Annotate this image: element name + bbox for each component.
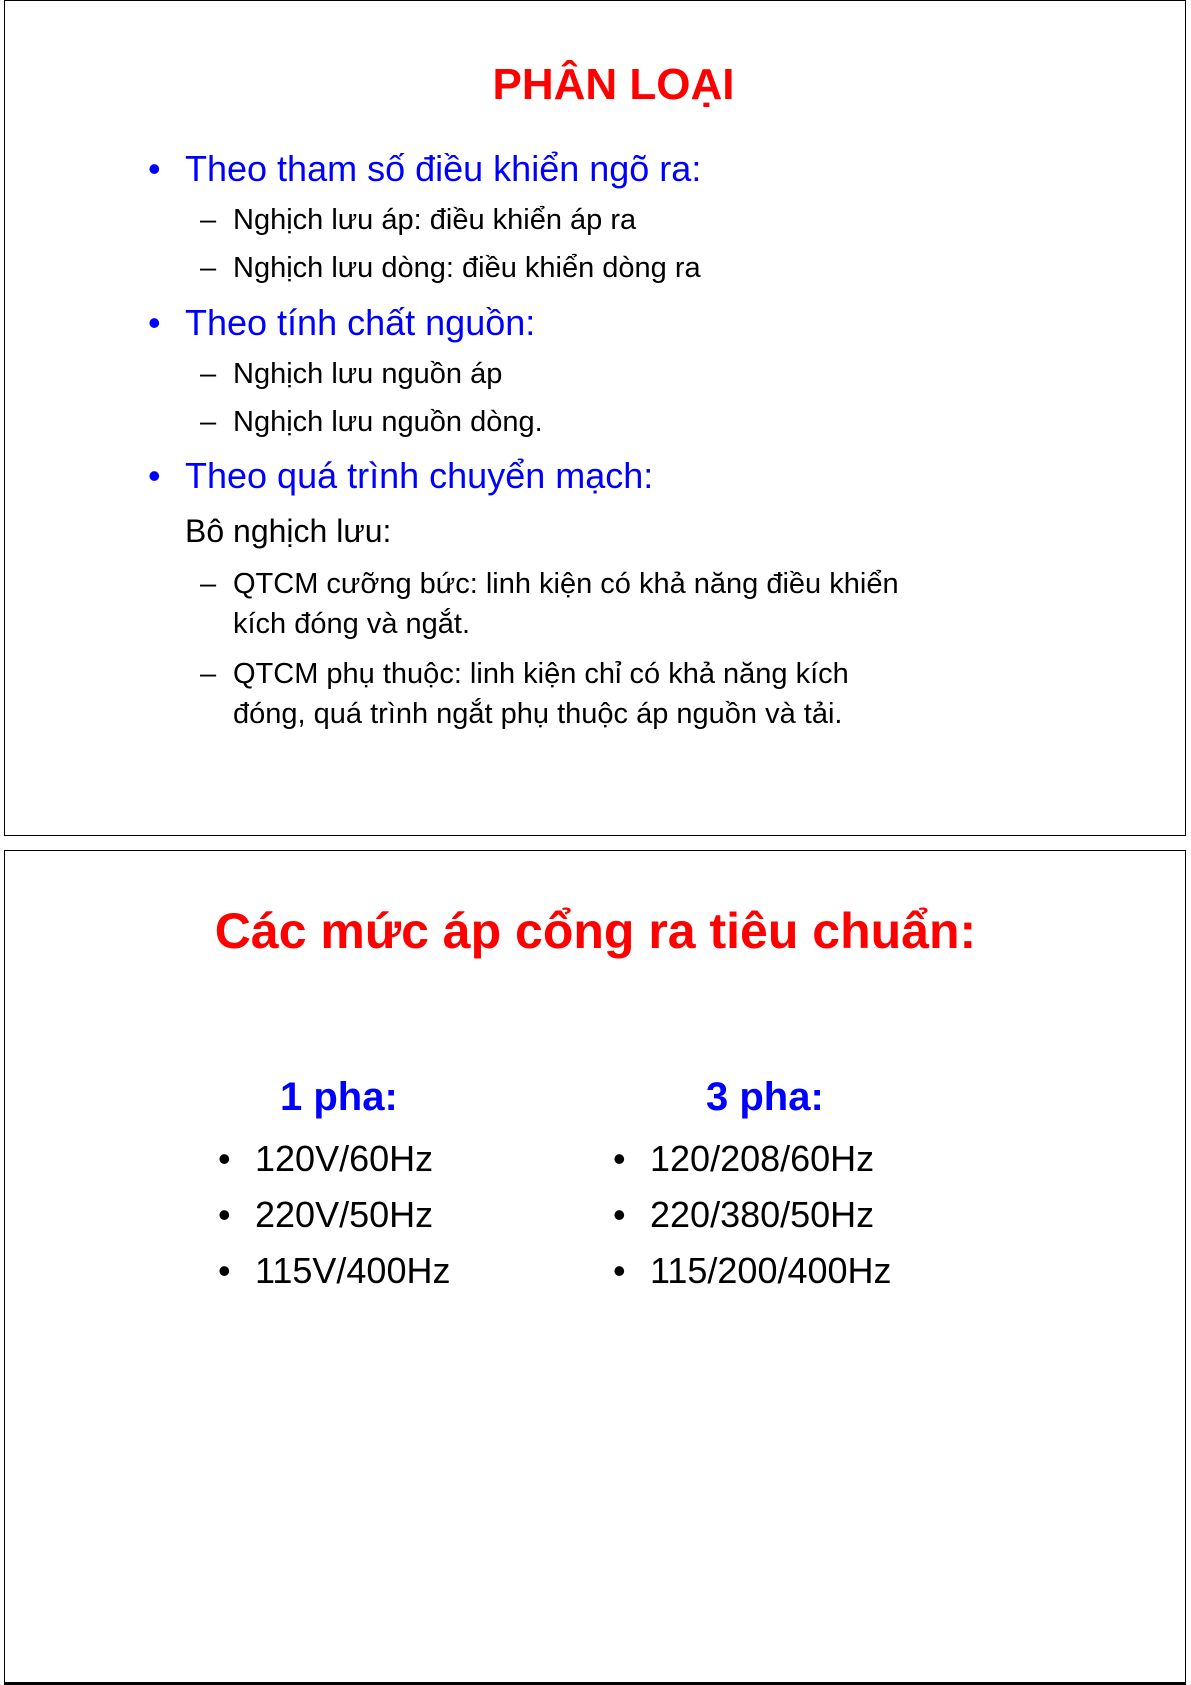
section-3-subtext: Bô nghịch lưu:	[185, 513, 392, 549]
section-2-heading	[148, 302, 535, 344]
bullet: •	[613, 1194, 626, 1235]
column-1-heading: 1 pha:	[280, 1075, 398, 1119]
column-2-item-1	[613, 1138, 874, 1180]
section-3-item-2-line1: QTCM phụ thuộc: linh kiện chỉ có khả năng kích	[233, 658, 849, 690]
dash: –	[200, 204, 217, 236]
section-1-heading-text: Theo tham số điều khiển ngõ ra:	[185, 148, 702, 189]
section-2-item-1	[200, 358, 502, 391]
column-1-item-3	[218, 1250, 450, 1292]
bullet: •	[218, 1194, 231, 1235]
section-2-item-2-text: Nghịch lưu nguồn dòng.	[233, 406, 543, 438]
dash: –	[200, 406, 217, 438]
column-2-item-2-text: 220/380/50Hz	[650, 1194, 875, 1235]
column-2-item-1-text: 120/208/60Hz	[650, 1138, 875, 1179]
section-2-item-1-text: Nghịch lưu nguồn áp	[233, 358, 503, 390]
section-3-item-2	[200, 658, 849, 691]
slide-1-title: PHÂN LOẠI	[492, 60, 735, 109]
section-3-heading-text: Theo quá trình chuyển mạch:	[185, 455, 654, 496]
column-2-heading: 3 pha:	[706, 1075, 824, 1119]
section-2-heading-text: Theo tính chất nguồn:	[185, 302, 536, 343]
section-2-item-2	[200, 406, 543, 439]
column-1-item-2	[218, 1194, 433, 1236]
column-1-item-2-text: 220V/50Hz	[255, 1194, 434, 1235]
section-1-item-2	[200, 252, 701, 285]
section-3-item-1-line1: QTCM cưỡng bức: linh kiện có khả năng điều khiển	[233, 568, 899, 600]
column-2-item-3	[613, 1250, 892, 1292]
column-1-item-1-text: 120V/60Hz	[255, 1138, 434, 1179]
section-1-heading	[148, 148, 701, 190]
bullet: •	[148, 302, 161, 343]
bullet: •	[148, 455, 161, 496]
section-3-item-1-line2: kích đóng và ngắt.	[233, 608, 470, 640]
bullet: •	[613, 1250, 626, 1291]
section-3-item-2-line2: đóng, quá trình ngắt phụ thuộc áp nguồn và tải.	[233, 698, 843, 730]
section-3-heading	[148, 455, 653, 497]
bullet: •	[218, 1138, 231, 1179]
column-2-item-3-text: 115/200/400Hz	[650, 1250, 892, 1291]
column-1-item-1	[218, 1138, 433, 1180]
dash: –	[200, 252, 217, 284]
column-2-item-2	[613, 1194, 874, 1236]
dash: –	[200, 658, 217, 690]
bullet: •	[613, 1138, 626, 1179]
bullet: •	[148, 148, 161, 189]
section-3-item-1	[200, 568, 899, 601]
section-1-item-1-text: Nghịch lưu áp: điều khiển áp ra	[233, 204, 637, 236]
dash: –	[200, 358, 217, 390]
section-1-item-1	[200, 204, 636, 237]
column-1-item-3-text: 115V/400Hz	[255, 1250, 451, 1291]
dash: –	[200, 568, 217, 600]
section-1-item-2-text: Nghịch lưu dòng: điều khiển dòng ra	[233, 252, 701, 284]
slide-2-title: Các mức áp cổng ra tiêu chuẩn:	[214, 903, 977, 959]
slide-2	[4, 850, 1186, 1685]
bullet: •	[218, 1250, 231, 1291]
